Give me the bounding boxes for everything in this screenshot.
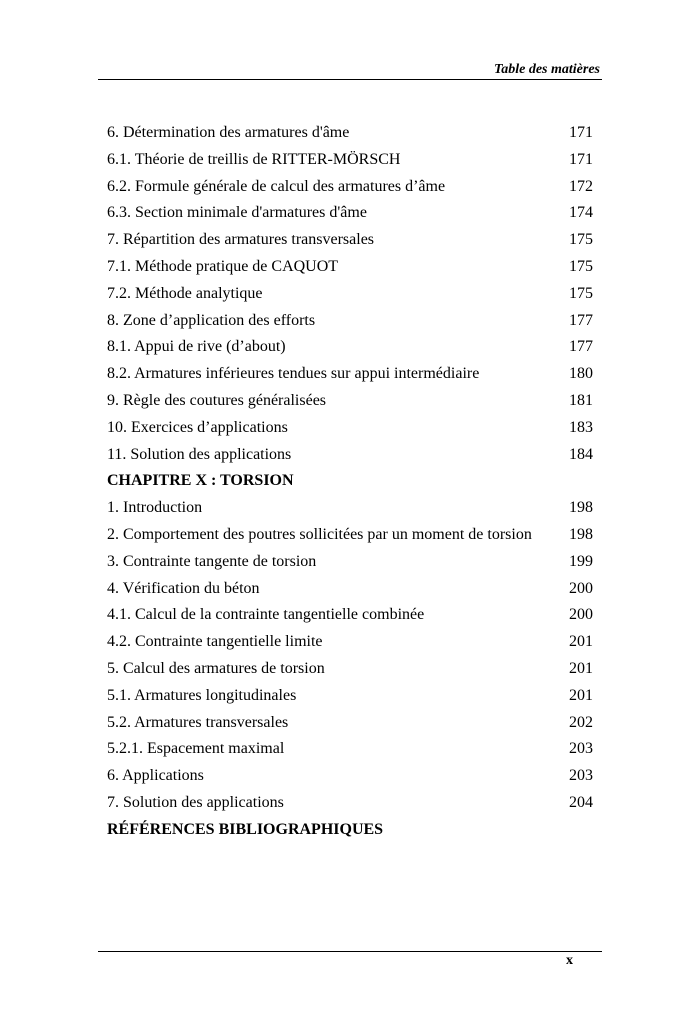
toc-entry-label: 5.2.1. Espacement maximal: [107, 740, 285, 758]
toc-entry: [107, 415, 593, 442]
toc-entry: [107, 147, 593, 174]
toc-entry-label: 7. Solution des applications: [107, 793, 284, 811]
toc-entry-label: 7. Répartition des armatures transversales: [107, 231, 375, 249]
toc-entry-page: 177: [569, 311, 593, 329]
toc-entry-label: CHAPITRE X : TORSION: [107, 472, 294, 490]
toc-entry: [107, 522, 593, 549]
toc-entry-page: 204: [569, 793, 593, 811]
toc-entry-page: 203: [569, 740, 593, 758]
toc-entry: [107, 174, 593, 201]
toc-entry-label: 4.1. Calcul de la contrainte tangentielle combinée: [107, 606, 425, 624]
toc-entry-page: 200: [569, 579, 593, 597]
toc-entry-page: 184: [569, 445, 593, 463]
toc-entry: [107, 602, 593, 629]
toc-entry-page: 203: [569, 767, 593, 785]
toc-entry-page: 181: [569, 391, 593, 409]
toc-entry-label: 4. Vérification du béton: [107, 579, 260, 597]
toc-entry: [107, 710, 593, 737]
toc-entry-label: 6. Applications: [107, 767, 204, 785]
page-number: x: [566, 953, 573, 968]
toc-entry-label: 3. Contrainte tangente de torsion: [107, 552, 317, 570]
running-header-title: Table des matières: [493, 62, 600, 77]
toc-entry: [107, 200, 593, 227]
toc-chapter-heading: [107, 817, 593, 844]
toc-entry-label: 6.1. Théorie de treillis de RITTER-MÖRSCH: [107, 150, 401, 168]
toc-entry-page: 202: [569, 713, 593, 731]
toc-entry-page: 180: [569, 365, 593, 383]
toc-entry: [107, 308, 593, 335]
toc-entry: [107, 281, 593, 308]
toc-entry: [107, 442, 593, 469]
toc-entry-label: 9. Règle des coutures généralisées: [107, 391, 327, 409]
toc-entry-label: 4.2. Contrainte tangentielle limite: [107, 633, 323, 651]
toc-entry: [107, 683, 593, 710]
toc-entry: [107, 361, 593, 388]
toc-entry-label: 7.1. Méthode pratique de CAQUOT: [107, 257, 339, 275]
toc-entry-page: 174: [569, 204, 593, 222]
toc-entry-page: 198: [569, 525, 593, 543]
toc-entry-page: 199: [569, 552, 593, 570]
toc-entry-page: 175: [569, 257, 593, 275]
toc-entry: [107, 736, 593, 763]
toc-entry: [107, 656, 593, 683]
toc-entry-page: 175: [569, 231, 593, 249]
toc-entry-page: 171: [569, 150, 593, 168]
toc-entry: [107, 254, 593, 281]
toc-entry: [107, 549, 593, 576]
toc-entry-page: 171: [569, 124, 593, 141]
toc-entry-label: 6. Détermination des armatures d'âme: [107, 124, 350, 141]
toc-entry-label: 1. Introduction: [107, 499, 203, 517]
toc-entry-label: 6.2. Formule générale de calcul des armatures d’âme: [107, 177, 446, 195]
toc-entry-label: 5. Calcul des armatures de torsion: [107, 659, 325, 677]
header-rule: [98, 79, 602, 80]
toc-entry-label: 8.1. Appui de rive (d’about): [107, 338, 286, 356]
toc-entry-label: 7.2. Méthode analytique: [107, 284, 263, 302]
toc-entry: [107, 790, 593, 817]
toc-entry-page: 200: [569, 606, 593, 624]
toc-entry-page: 201: [569, 633, 593, 651]
toc-entry-page: 172: [569, 177, 593, 195]
toc-entry-page: 201: [569, 686, 593, 704]
toc-entry-label: 8. Zone d’application des efforts: [107, 311, 316, 329]
toc-chapter-heading: [107, 468, 593, 495]
toc-entry-label: 11. Solution des applications: [107, 445, 292, 463]
toc-entry-page: 198: [569, 499, 593, 517]
toc-entry-page: 201: [569, 659, 593, 677]
table-of-contents: [107, 120, 593, 844]
toc-entry: [107, 227, 593, 254]
toc-entry: [107, 120, 593, 147]
toc-entry-page: 177: [569, 338, 593, 356]
toc-entry: [107, 763, 593, 790]
toc-entry: [107, 334, 593, 361]
toc-entry-label: 5.2. Armatures transversales: [107, 713, 289, 731]
toc-entry-label: 8.2. Armatures inférieures tendues sur appui intermédiaire: [107, 365, 480, 383]
toc-entry-label: 5.1. Armatures longitudinales: [107, 686, 297, 704]
toc-entry: [107, 495, 593, 522]
toc-entry-label: RÉFÉRENCES BIBLIOGRAPHIQUES: [107, 820, 384, 838]
toc-entry: [107, 388, 593, 415]
toc-entry: [107, 629, 593, 656]
toc-entry-label: 10. Exercices d’applications: [107, 418, 288, 436]
footer-rule: [98, 951, 602, 952]
toc-entry-page: 175: [569, 284, 593, 302]
toc-entry: [107, 576, 593, 603]
toc-entry-label: 2. Comportement des poutres sollicitées par un moment de torsion: [107, 525, 532, 543]
toc-entry-label: 6.3. Section minimale d'armatures d'âme: [107, 204, 367, 222]
toc-entry-page: 183: [569, 418, 593, 436]
